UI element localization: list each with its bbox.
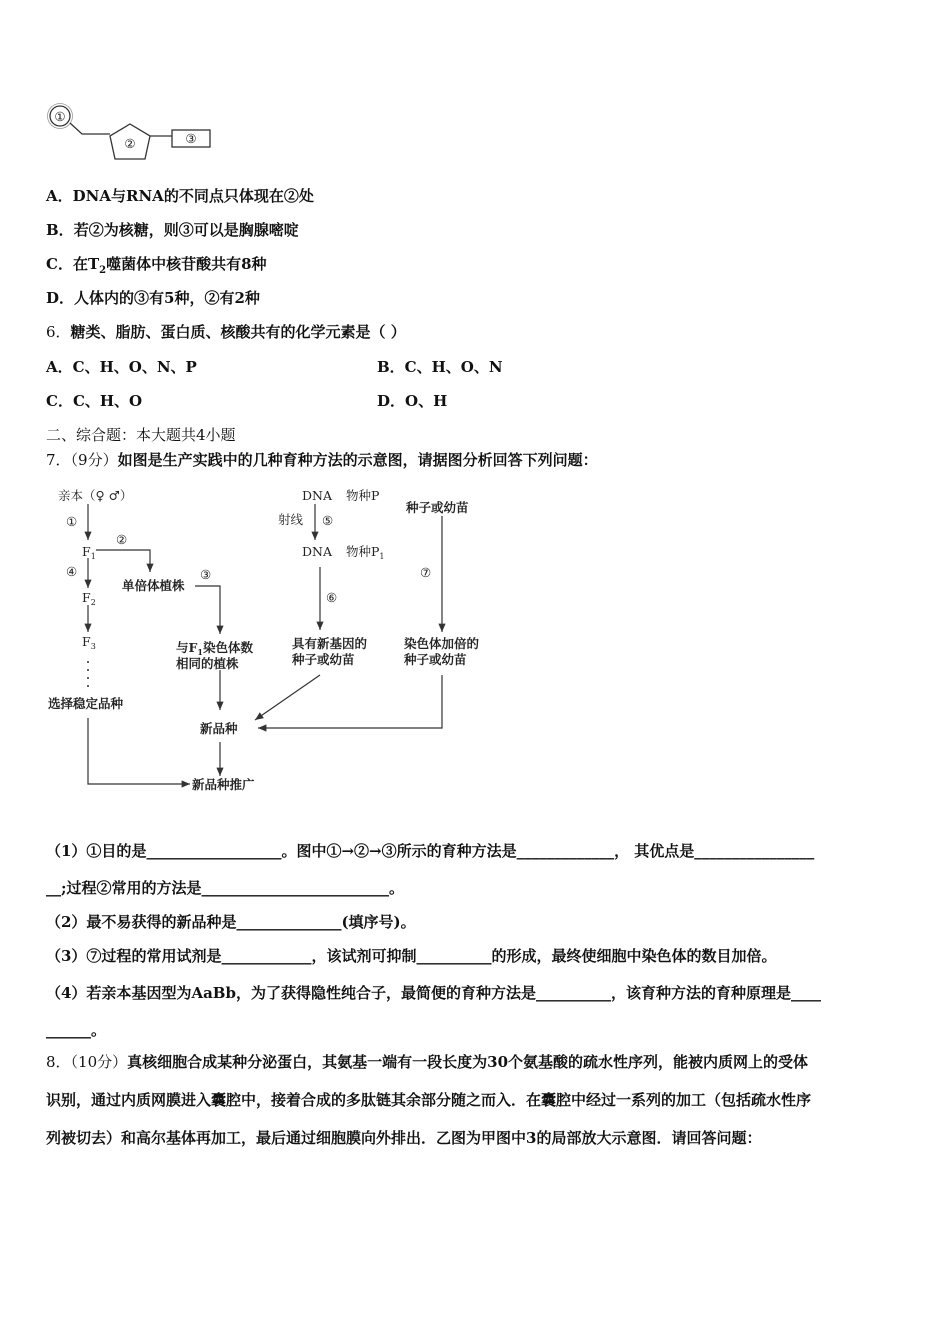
section-title: 二、综合题：本大题共4小题 [46, 426, 236, 444]
q6-stem: 6．糖类、脂肪、蛋白质、核酸共有的化学元素是（ ） [46, 323, 406, 341]
q6-option-b: B．C、H、O、N [377, 358, 503, 376]
f3-label: $F_3$ [82, 634, 96, 651]
step-3: ③ [200, 567, 212, 582]
doubled-line2: 种子或幼苗 [404, 652, 467, 667]
q5-option-c: C．在$T_2$噬菌体中核苷酸共有8种 [46, 255, 267, 276]
q7-sub4-line1: （4）若亲本基因型为AaBb，为了获得隐性纯合子，最简便的育种方法是__________，该育种方法的育种原理是____ [46, 984, 821, 1002]
q7-sub2: （2）最不易获得的新品种是______________(填序号)。 [46, 913, 416, 931]
dna-label-2: DNA [302, 544, 332, 559]
promotion-label: 新品种推广 [192, 777, 255, 792]
parent-label: 亲本（♀ ♂） [58, 488, 133, 503]
new-gene-line2: 种子或幼苗 [292, 652, 355, 667]
step-6: ⑥ [326, 590, 338, 605]
q8-line1: 8．（10分）真核细胞合成某种分泌蛋白，其氨基一端有一段长度为30个氨基酸的疏水性序列，能被内质网上的受体 [46, 1053, 809, 1071]
q8-line2: 识别，通过内质网膜进入囊腔中，接着合成的多肽链其余部分随之而入．在囊腔中经过一系列的加工（包括疏水性序 [46, 1091, 812, 1109]
dna-label: DNA [302, 488, 332, 503]
step-2: ② [116, 532, 128, 547]
f1-label: $F_1$ [82, 544, 96, 561]
sugar-label: ② [124, 136, 136, 151]
same-chrom-line2: 相同的植株 [176, 656, 239, 671]
q6-option-c: C．C、H、O [46, 392, 143, 410]
q7-sub3: （3）⑦过程的常用试剂是____________，该试剂可抑制__________的形成，最终使细胞中染色体的数目加倍。 [46, 947, 777, 965]
q6-option-a: A．C、H、O、N、P [46, 358, 197, 376]
q7-sub4-line2: ______。 [46, 1021, 107, 1039]
select-stable-label: 选择稳定品种 [48, 696, 124, 711]
seed-seedling-label: 种子或幼苗 [406, 500, 469, 515]
nucleotide-figure [40, 96, 230, 168]
step-7: ⑦ [420, 565, 432, 580]
doubled-line1: 染色体加倍的 [404, 636, 480, 651]
q8-line3: 列被切去）和高尔基体再加工，最后通过细胞膜向外排出．乙图为甲图中3的局部放大示意图．请回答问题： [46, 1129, 762, 1147]
step-1: ① [66, 514, 78, 529]
radiation-label: 射线 [278, 512, 304, 527]
species-p1-label: 物种$P_1$ [346, 544, 385, 561]
new-gene-line1: 具有新基因的 [292, 636, 368, 651]
q7-stem: 7．（9分）如图是生产实践中的几种育种方法的示意图，请据图分析回答下列问题： [46, 451, 598, 469]
breeding-diagram [40, 480, 500, 800]
q6-option-d: D．O、H [377, 392, 448, 410]
step-5: ⑤ [322, 513, 334, 528]
q5-option-a: A．DNA与RNA的不同点只体现在②处 [46, 187, 314, 205]
q7-sub1-line1: （1）①目的是__________________。图中①→②→③所示的育种方法是_____________， 其优点是________________ [46, 842, 815, 860]
step-4: ④ [66, 564, 78, 579]
phosphate-label: ① [54, 109, 66, 124]
base-label: ③ [185, 131, 197, 146]
f2-label: $F_2$ [82, 590, 96, 607]
q7-sub1-line2: __;过程②常用的方法是_________________________。 [46, 879, 405, 897]
haploid-label: 单倍体植株 [122, 578, 185, 593]
same-chrom-line1: 与$F_1$染色体数 [176, 640, 253, 657]
species-p-label: 物种P [346, 488, 380, 503]
q5-option-b: B．若②为核糖，则③可以是胸腺嘧啶 [46, 221, 299, 239]
q5-option-d: D．人体内的③有5种，②有2种 [46, 289, 260, 307]
new-variety-label: 新品种 [200, 721, 238, 736]
